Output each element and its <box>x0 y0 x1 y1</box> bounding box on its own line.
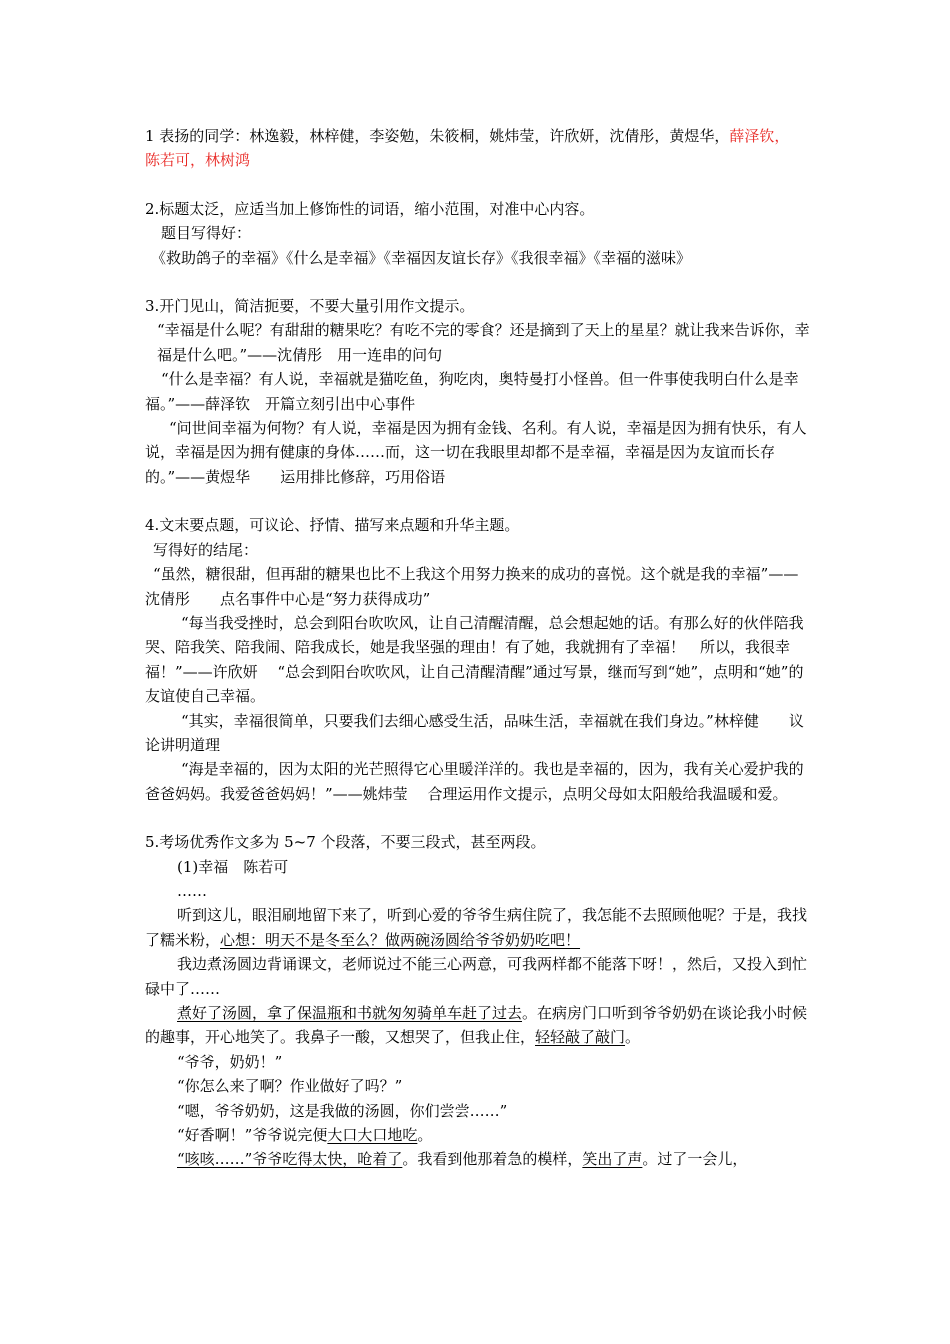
comma: ， <box>774 127 790 145</box>
praised-name-red: 陈若可 <box>145 151 191 170</box>
section-3-quote-3 <box>145 416 810 489</box>
essay-paragraph-3 <box>145 1001 810 1050</box>
section-3-heading: 3.开门见山，简洁扼要，不要大量引用作文提示。 <box>145 297 475 316</box>
essay-text: 。过了一会儿， <box>642 1150 748 1169</box>
section-4-quote-1: “虽然，糖很甜，但再甜的糖果也比不上我这个用努力换来的成功的喜悦。这个就是我的幸福”—— 沈倩彤 点名事件中心是“努力获得成功” <box>145 565 799 608</box>
underlined-text: 轻轻敲了敲门 <box>535 1028 626 1047</box>
comma: ， <box>190 151 206 170</box>
praised-students <box>145 124 810 173</box>
underlined-text: 大口大口地吃 <box>327 1126 418 1145</box>
essay-text: 。在病房门口听到爷爷奶奶在谈论我小时候的趣事，开心地笑了。我鼻子一酸，又想哭了，但我止住， <box>145 1004 808 1047</box>
section-4-quote-4: “海是幸福的，因为太阳的光芒照得它心里暖洋洋的。我也是幸福的，因为，我有关心爱护我的爸爸妈妈。我爱爸爸妈妈！”——姚炜莹 合理运用作文提示，点明父母如太阳般给我温暖和爱。 <box>145 760 804 803</box>
section-4-quote-2: “每当我受挫时，总会到阳台吹吹风，让自己清醒清醒，总会想起她的话。有那么好的伙伴陪我哭、陪我笑、陪我闹、陪我成长，她是我坚强的理由！有了她，我就拥有了幸福！ 所以，我很幸福！”——许欣妍 “总会到阳台吹吹风，让自己清醒清醒”通过写景，继而写到“她”，点明和“她”的友谊使自己幸福。 <box>145 613 804 706</box>
section-4-heading: 4.文末要点题，可议论、抒情、描写来点题和升华主题。 <box>145 516 520 535</box>
section-2-subheading: 题目写得好： <box>161 224 252 243</box>
document-page <box>145 124 810 1172</box>
dialogue-line-5 <box>145 1147 810 1171</box>
praised-name-red: 林树鸿 <box>205 151 251 170</box>
essay-text: 。 <box>417 1126 433 1145</box>
essay-text: 听到这儿，眼泪刷地留下来了，听到心爱的爷爷生病住院了，我怎能不去照顾他呢？于是，我找了糯米粉， <box>145 906 808 949</box>
dialogue-line-2: “你怎么来了啊？作业做好了吗？” <box>177 1077 403 1096</box>
section-4-subheading: 写得好的结尾： <box>153 540 259 559</box>
essay-title: (1)幸福 陈若可 <box>177 857 289 876</box>
dialogue-line-3: “嗯，爷爷奶奶，这是我做的汤圆，你们尝尝……” <box>177 1101 508 1120</box>
essay-paragraph-2: 我边煮汤圆边背诵课文，老师说过不能三心两意，可我两样都不能落下呀！，然后，又投入到忙碌中了…… <box>145 955 808 998</box>
dialogue-line-1: “爷爷，奶奶！” <box>177 1052 283 1071</box>
underlined-text: “咳咳……”爷爷吃得太快，呛着了 <box>177 1150 403 1169</box>
quote-text: “什么是幸福？有人说，幸福就是猫吃鱼，狗吃肉，奥特曼打小怪兽。但一件事使我明白什么是幸福。”——薛泽钦 开篇立刻引出中心事件 <box>145 370 799 413</box>
section-2-heading: 2.标题太泛，应适当加上修饰性的词语，缩小范围，对准中心内容。 <box>145 199 595 218</box>
essay-text: 。我看到他那着急的模样， <box>402 1150 583 1169</box>
quote-text: “幸福是什么呢？有甜甜的糖果吃？有吃不完的零食？还是摘到了天上的星星？就让我来告诉你，幸福是什么吧。”——沈倩彤 用一连串的问句 <box>157 321 810 364</box>
praised-name-red: 薛泽钦 <box>729 127 775 145</box>
essay-ellipsis: …… <box>177 881 207 900</box>
section-3-quote-2 <box>145 367 810 416</box>
essay-text: 。 <box>625 1028 641 1047</box>
underlined-text: 煮好了汤圆，拿了保温瓶和书就匆匆骑单车赶了过去 <box>177 1004 523 1022</box>
quote-text: “问世间幸福为何物？有人说，幸福是因为拥有金钱、名利。有人说，幸福是因为拥有快乐，有人说，幸福是因为拥有健康的身体……而，这一切在我眼里却都不是幸福，幸福是因为友谊而长存的。”——黄煜华 运用排比修辞，巧用俗语 <box>145 419 807 486</box>
dialogue-line-4 <box>145 1123 810 1147</box>
essay-paragraph-1 <box>145 903 810 952</box>
section-3-quote-1 <box>145 318 810 367</box>
essay-text: “好香啊！”爷爷说完便 <box>177 1126 328 1145</box>
section-5-heading: 5.考场优秀作文多为 5~7 个段落，不要三段式，甚至两段。 <box>145 833 546 852</box>
underlined-text: 笑出了声 <box>582 1150 643 1169</box>
section-2-titles: 《救助鸽子的幸福》《什么是幸福》《幸福因友谊长存》《我很幸福》《幸福的滋味》 <box>151 248 692 267</box>
praised-list: 1 表扬的同学：林逸毅，林梓健，李姿勉，朱筱桐，姚炜莹，许欣妍，沈倩彤，黄煜华， <box>145 127 730 145</box>
underlined-text: 心想：明天不是冬至么？做两碗汤圆给爷爷奶奶吃吧！ <box>220 930 581 949</box>
section-4-quote-3: “其实，幸福很简单，只要我们去细心感受生活，品味生活，幸福就在我们身边。”林梓健 议论讲明道理 <box>145 711 804 754</box>
